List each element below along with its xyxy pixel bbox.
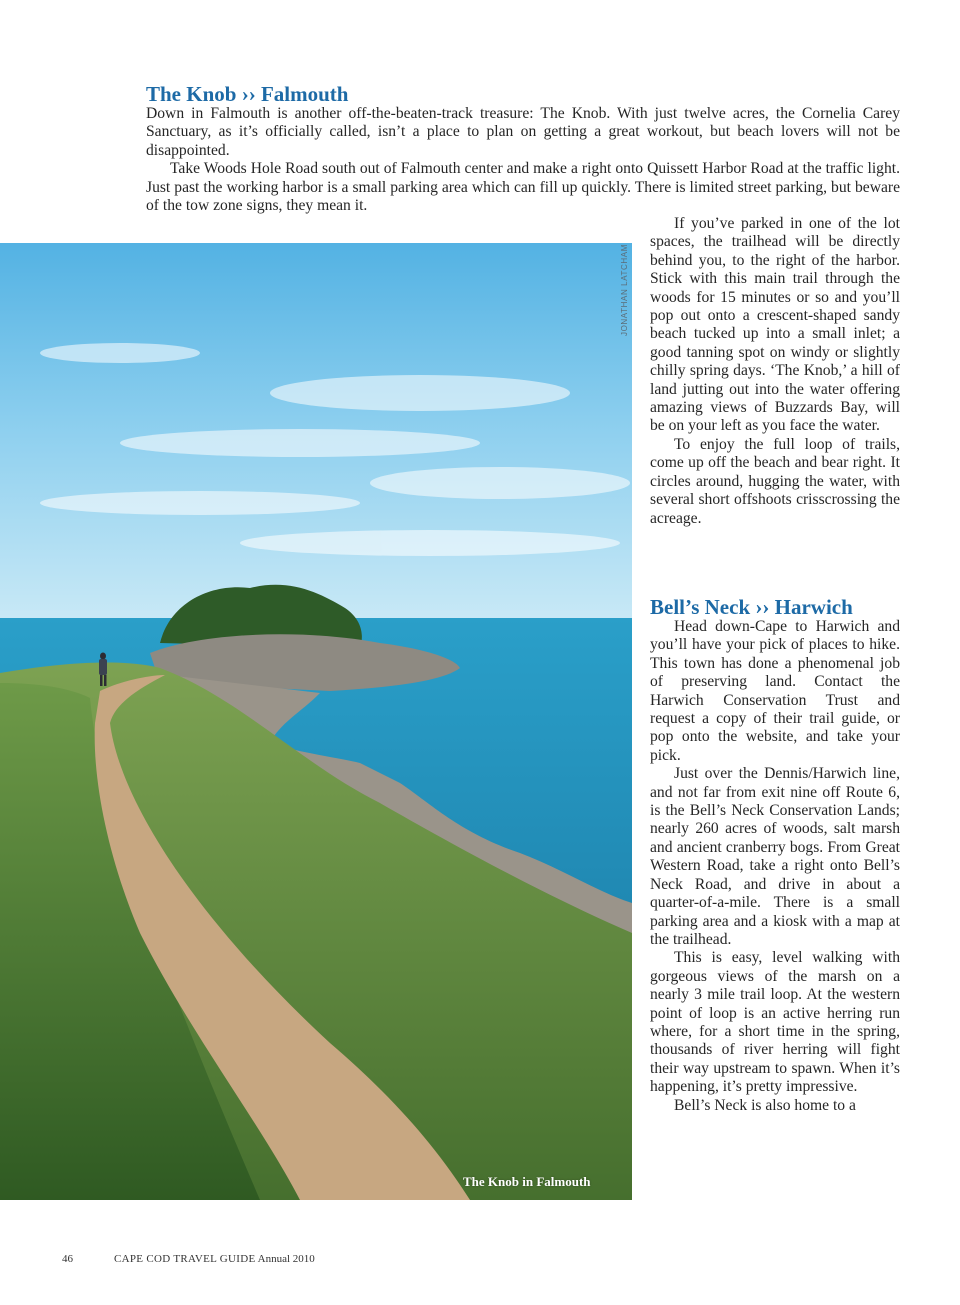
paragraph: To enjoy the full loop of trails, come up off the beach and bear right. It circles around, hugging the water, with several short offshoots crisscrossing the acreage.: [650, 435, 900, 527]
paragraph: Down in Falmouth is another off-the-beaten-track treasure: The Knob. With just twelve acres, the Cornelia Carey Sanctuary, as it’s officially called, isn’t a place to plan on getting a great workout, but beach lovers will not be disappointed.: [146, 105, 900, 159]
paragraph: Take Woods Hole Road south out of Falmouth center and make a right onto Quissett Harbor Road at the traffic light. Just past the working harbor is a small parking area which can fill up quickly. There is limited street parking, but beware of the tow zone signs, they mean it.: [146, 160, 900, 215]
heading-separator: ››: [755, 595, 770, 619]
paragraph: Just over the Dennis/Harwich line, and not far from exit nine off Route 6, is the Bell’s Neck Conservation Lands; nearly 260 acres of woods, salt marsh and ancient cranberry bogs. From Great Western Road, take a right onto Bell’s Neck Road, and drive in about a quarter-of-a-mile. There is a small parking area and a kiosk with a map at the trailhead.: [650, 765, 900, 948]
paragraph: If you’ve parked in one of the lot spaces, the trailhead will be directly behind you, to the right of the harbor. Stick with this main trail through the woods for 15 minutes or so and you’ll pop out onto a crescent-shaped sandy beach tucked up into a small inlet; a good tanning spot on windy or slightly chilly spring days. ‘The Knob,’ a hill of land jutting out into the water offering amazing views of Buzzards Bay, will be on your left as you face the water.: [650, 215, 900, 435]
heading-place: Falmouth: [260, 82, 349, 106]
heading-place: Harwich: [774, 595, 853, 619]
paragraph: This is easy, level walking with gorgeous views of the marsh on a nearly 3 mile trail loop. At the western point of loop is an active herring run where, for a short time in the spring, thousands of river herring will fight their way upstream to spawn. When it’s happening, it’s pretty impressive.: [650, 949, 900, 1096]
page-number: 46: [62, 1253, 73, 1265]
photo-caption: The Knob in Falmouth: [463, 1174, 591, 1189]
paragraph: Bell’s Neck is also home to a: [674, 1096, 856, 1114]
section-heading-bells-neck: [650, 595, 853, 619]
heading-separator: ››: [241, 82, 256, 106]
intro-text: [146, 105, 900, 215]
heading-title: The Knob: [146, 82, 237, 106]
section2-column-text: [650, 618, 900, 1115]
page-footer: [62, 1253, 315, 1265]
section1-column-text: [650, 215, 900, 528]
knob-photo: [0, 243, 632, 1200]
heading-title: Bell’s Neck: [650, 595, 751, 619]
paragraph: Head down-Cape to Harwich and you’ll have your pick of places to hike. This town has done a phenomenal job of preserving land. Contact the Harwich Conservation Trust and request a copy of their trail guide, or pop onto the website, and take your pick.: [650, 618, 900, 764]
section-heading-the-knob: [146, 82, 348, 106]
publication-name: CAPE COD TRAVEL GUIDE: [114, 1253, 256, 1265]
edition: Annual 2010: [257, 1253, 315, 1265]
photo-credit: JONATHAN LATCHAM: [620, 244, 629, 336]
